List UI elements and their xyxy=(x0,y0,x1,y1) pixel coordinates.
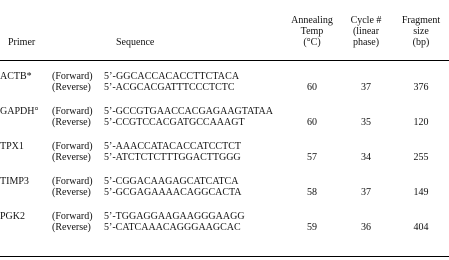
reverse-sequence: 5’-GCGAGAAAACAGGCACTA xyxy=(104,187,242,198)
cycle-count: 37 xyxy=(361,82,371,93)
annealing-temp: 57 xyxy=(307,152,317,163)
header-cycle-line2: (linear xyxy=(352,26,380,37)
fragment-size: 149 xyxy=(413,187,429,198)
cycle-count: 36 xyxy=(361,222,371,233)
fragment-size: 376 xyxy=(413,82,429,93)
gene-name: ACTB* xyxy=(0,71,32,82)
cycle-count: 35 xyxy=(361,117,371,128)
header-rule xyxy=(0,60,449,61)
forward-sequence: 5’-CGGACAAGAGCATCATCA xyxy=(104,176,239,187)
header-fragment-line3: (bp) xyxy=(412,37,430,48)
annealing-temp: 60 xyxy=(307,82,317,93)
reverse-label: (Reverse) xyxy=(52,117,91,128)
header-sequence: Sequence xyxy=(116,37,155,48)
fragment-size: 120 xyxy=(413,117,429,128)
forward-sequence: 5’-GCCGTGAACCACGAGAAGTATAA xyxy=(104,106,273,117)
header-annealing-line1: Annealing xyxy=(291,15,333,26)
reverse-label: (Reverse) xyxy=(52,187,91,198)
reverse-label: (Reverse) xyxy=(52,82,91,93)
header-cycle-line1: Cycle # xyxy=(350,15,382,26)
forward-label: (Forward) xyxy=(52,106,93,117)
forward-sequence: 5’-AAACCATACACCATCCTCT xyxy=(104,141,241,152)
forward-sequence: 5’-GGCACCACACCTTCTACA xyxy=(104,71,240,82)
annealing-temp: 60 xyxy=(307,117,317,128)
bottom-rule xyxy=(0,256,449,257)
cycle-count: 37 xyxy=(361,187,371,198)
reverse-sequence: 5’-ATCTCTCTTTGGACTTGGG xyxy=(104,152,241,163)
reverse-label: (Reverse) xyxy=(52,222,91,233)
header-cycle-line3: phase) xyxy=(352,37,380,48)
forward-label: (Forward) xyxy=(52,141,93,152)
reverse-label: (Reverse) xyxy=(52,152,91,163)
header-fragment-line2: size xyxy=(413,26,429,37)
forward-label: (Forward) xyxy=(52,211,93,222)
header-fragment-line1: Fragment xyxy=(401,15,441,26)
gene-name: TIMP3 xyxy=(0,176,29,187)
gene-name: TPX1 xyxy=(0,141,24,152)
gene-name: GAPDH° xyxy=(0,106,39,117)
header-annealing-line3: (°C) xyxy=(303,37,321,48)
reverse-sequence: 5’-CCGTCCACGATGCCAAAGT xyxy=(104,117,245,128)
reverse-sequence: 5’-ACGCACGATTTCCCTCTC xyxy=(104,82,235,93)
reverse-sequence: 5’-CATCAAACAGGGAAGCAC xyxy=(104,222,241,233)
fragment-size: 255 xyxy=(413,152,429,163)
header-annealing-line2: Temp xyxy=(300,26,324,37)
forward-label: (Forward) xyxy=(52,71,93,82)
header-primer: Primer xyxy=(8,37,36,48)
annealing-temp: 59 xyxy=(307,222,317,233)
cycle-count: 34 xyxy=(361,152,371,163)
annealing-temp: 58 xyxy=(307,187,317,198)
forward-sequence: 5’-TGGAGGAAGAAGGGAAGG xyxy=(104,211,245,222)
gene-name: PGK2 xyxy=(0,211,26,222)
fragment-size: 404 xyxy=(413,222,429,233)
forward-label: (Forward) xyxy=(52,176,93,187)
